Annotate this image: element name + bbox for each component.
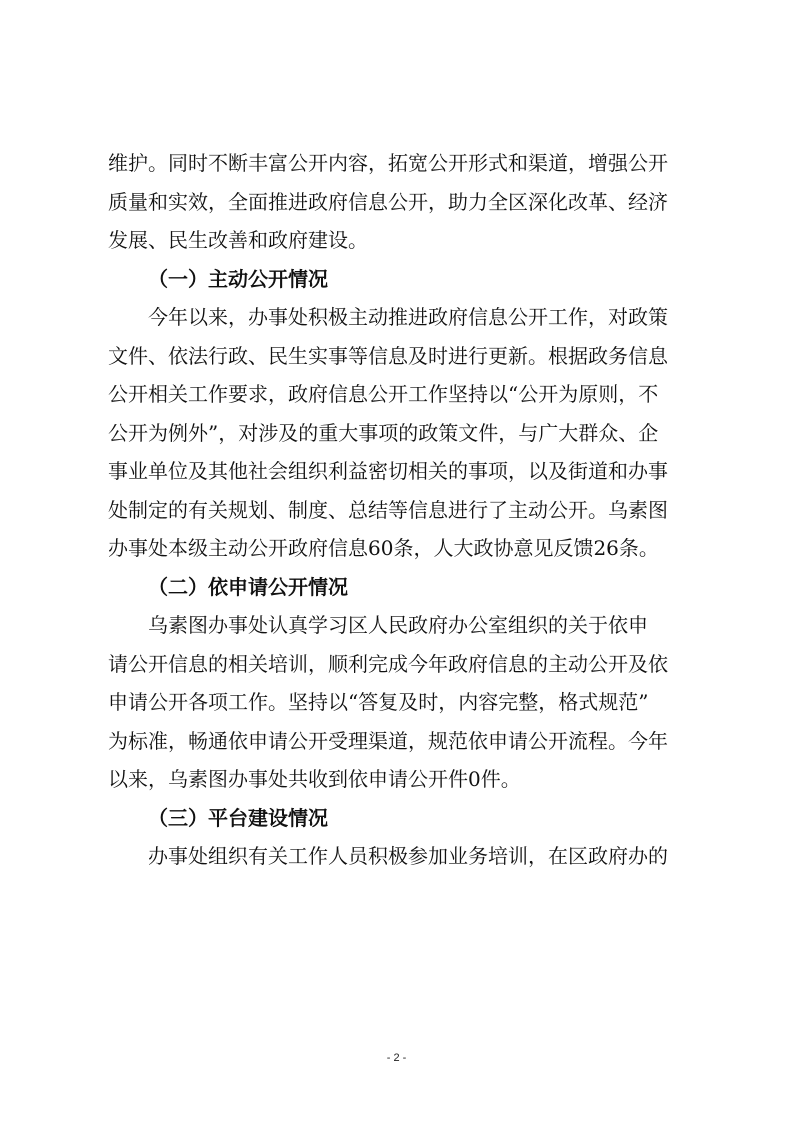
body-line: 公开为例外”，对涉及的重大事项的政策文件，与广大群众、企 xyxy=(108,420,659,445)
body-line: 处制定的有关规划、制度、总结等信息进行了主动公开。乌素图 xyxy=(108,497,668,522)
body-line: 为标准，畅通依申请公开受理渠道，规范依申请公开流程。今年 xyxy=(108,728,668,753)
body-line: 申请公开各项工作。坚持以“答复及时，内容完整，格式规范” xyxy=(108,690,649,714)
body-line: 事业单位及其他社会组织利益密切相关的事项，以及街道和办事 xyxy=(108,459,668,483)
body-line: 公开相关工作要求，政府信息公开工作坚持以“公开为原则，不 xyxy=(108,382,659,406)
body-line: 文件、依法行政、民生实事等信息及时进行更新。根据政务信息 xyxy=(108,343,668,368)
body-line: 质量和实效，全面推进政府信息公开，助力全区深化改革、经济 xyxy=(108,189,668,214)
paragraph-first-line: 今年以来，办事处积极主动推进政府信息公开工作，对政策 xyxy=(148,305,668,329)
section-heading-proactive-disclosure: （一）主动公开情况 xyxy=(148,266,328,291)
paragraph-first-line: 乌素图办事处认真学习区人民政府办公室组织的关于依申 xyxy=(148,613,648,637)
paragraph-first-line: 办事处组织有关工作人员积极参加业务培训，在区政府办的 xyxy=(148,844,668,868)
page-number: - 2 - xyxy=(386,1052,407,1064)
body-line: 以来，乌素图办事处共收到依申请公开件0件。 xyxy=(108,767,521,791)
body-line: 维护。同时不断丰富公开内容，拓宽公开形式和渠道，增强公开 xyxy=(108,151,668,175)
document-body xyxy=(108,144,693,876)
section-heading-platform-construction: （三）平台建设情况 xyxy=(148,805,328,830)
section-heading-application-disclosure: （二）依申请公开情况 xyxy=(148,574,348,599)
body-line: 请公开信息的相关培训，顺利完成今年政府信息的主动公开及依 xyxy=(108,651,668,676)
body-line: 发展、民生改善和政府建设。 xyxy=(108,228,368,252)
body-line: 办事处本级主动公开政府信息60条，人大政协意见反馈26条。 xyxy=(108,536,659,560)
